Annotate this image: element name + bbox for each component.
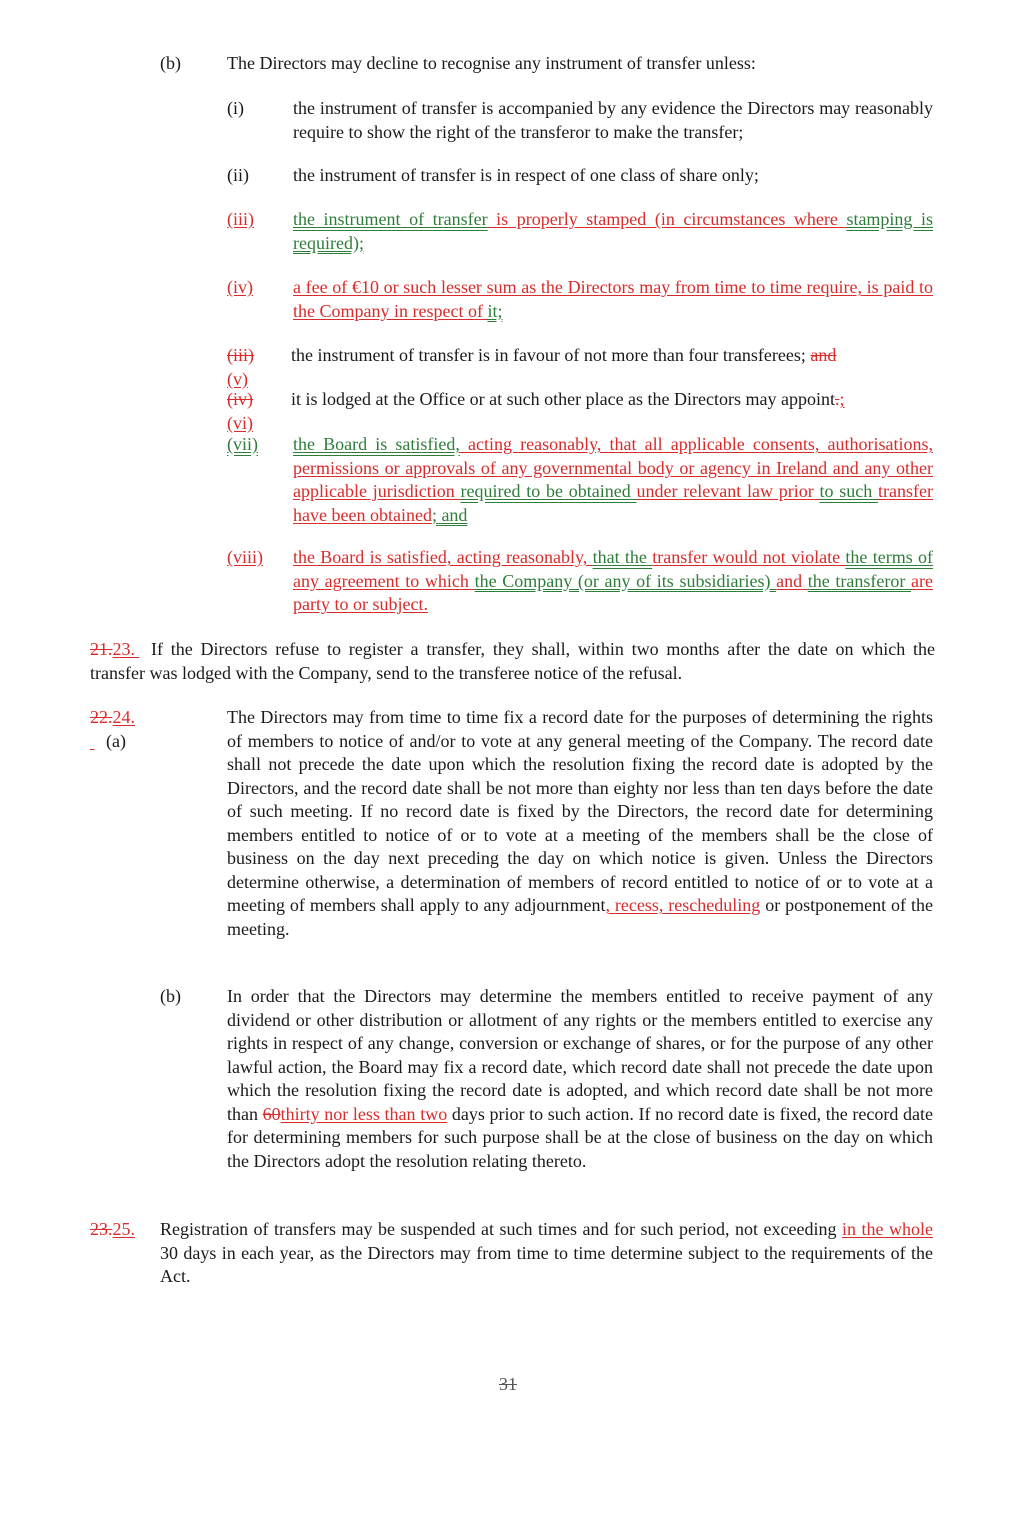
clause-label: (i)	[227, 98, 244, 118]
inserted-text: are party to or subject.	[293, 570, 934, 614]
clause-label	[227, 344, 254, 391]
deleted-text: 23.	[90, 1219, 113, 1239]
tab-gap	[135, 638, 151, 662]
clause-text	[293, 433, 933, 527]
clause-label: (iii)	[227, 209, 254, 229]
moved-text: the Board is satisfied,	[293, 434, 460, 454]
clause-label	[227, 388, 253, 435]
section-body: 30 days in each year, as the Directors may from time to time determine subject to the requirements of the Act.	[160, 1242, 933, 1286]
clause-label: (a)	[106, 730, 126, 751]
clause-body: days prior to such action. If no record date is fixed, the record date for determining members for such purpose shall be at the close of business on the day on which the Directors adopt the resolution relating thereto.	[227, 1103, 934, 1171]
tab-gap	[90, 730, 106, 754]
clause-text	[293, 546, 933, 617]
section-number	[90, 1218, 135, 1242]
deleted-text: .	[835, 389, 840, 409]
inserted-text: in the whole	[841, 1219, 933, 1239]
clause-b-text	[227, 985, 933, 1173]
deleted-text: 21.	[90, 639, 113, 659]
section-text	[160, 1218, 933, 1289]
deleted-text: 60	[262, 1103, 281, 1124]
inserted-text: thirty nor less than two	[280, 1103, 448, 1124]
clause-text	[291, 388, 941, 412]
deleted-text: and	[810, 345, 837, 365]
clause-label: (viii)	[227, 547, 263, 567]
inserted-text: any agreement to which	[293, 570, 475, 591]
clause-text	[293, 208, 933, 255]
inserted-text: 23.	[112, 639, 135, 659]
inserted-text: transfer have been obtained	[293, 481, 933, 525]
inserted-text: and	[776, 570, 808, 591]
clause-label: (b)	[160, 53, 181, 73]
inserted-text: 24.	[112, 707, 135, 727]
clause-label: (vii)	[227, 434, 258, 454]
clause-text	[293, 276, 933, 323]
clause-text	[291, 344, 941, 368]
inserted-text: (v)	[227, 368, 248, 389]
section-number	[90, 706, 135, 753]
moved-text: required to be obtained	[460, 481, 637, 501]
clause-body: In order that the Directors may determine the members entitled to receive payment of any dividend or other distribution or allotment of any rights or the members entitled to exercise any rights in respect of any change, conversion or exchange of shares, or for the purpose of any other lawful action, the Board may fix a record date, which record date shall not precede the date upon which the resolution fixing the record date is adopted, and which record date shall be not more than	[227, 986, 933, 1124]
deleted-text: (iii)	[227, 345, 254, 365]
section-body: Registration of transfers may be suspended at such times and for such period, not exceeding	[160, 1219, 842, 1239]
inserted-text: ;	[839, 389, 845, 409]
moved-text: the instrument of transfer	[293, 209, 488, 229]
moved-text: stamping is required);	[293, 209, 933, 253]
clause-label: (b)	[160, 986, 181, 1006]
clause-text: the instrument of transfer is accompanied by any evidence the Directors may reasonably require to show the right of the transferor to make the transfer;	[293, 98, 933, 142]
section-body: If the Directors refuse to register a transfer, they shall, within two months after the date on which the transfer was lodged with the Company, send to the transferee notice of the refusal.	[90, 639, 935, 683]
deleted-text: 22.	[90, 707, 113, 727]
clause-text: The Directors may decline to recognise any instrument of transfer unless:	[227, 53, 756, 73]
clause-a-text	[227, 706, 933, 941]
inserted-text: (vi)	[227, 412, 253, 433]
section-23	[90, 638, 935, 685]
section-text	[90, 638, 935, 685]
clause-body: the instrument of transfer is in favour of not more than four transferees;	[291, 345, 811, 365]
deleted-text: 31	[499, 1374, 517, 1394]
page-number	[0, 1373, 1016, 1397]
moved-text: to such	[819, 481, 879, 501]
inserted-text: a fee of €10 or such lesser sum as the Directors may from time to time require, is paid to the Company in respect of	[293, 277, 933, 321]
clause-label: (iv)	[227, 277, 253, 297]
inserted-text: the Board is satisfied, acting reasonably,	[293, 547, 593, 567]
clause-text: the instrument of transfer is in respect of one class of share only;	[293, 165, 759, 185]
moved-text: the terms of	[845, 547, 933, 567]
inserted-text: , recess, rescheduling	[605, 895, 761, 915]
clause-body: or postponement of the meeting.	[227, 895, 933, 939]
inserted-text: is properly stamped (in circumstances where	[487, 209, 847, 229]
inserted-text: 25.	[112, 1219, 135, 1239]
clause-body: The Directors may from time to time fix a record date for the purposes of determining the rights of members to notice of and/or to vote at any general meeting of the Company. The record date shall not precede the date upon which the resolution fixing the record date is adopted by the Directors, and the record date shall be not more than eighty nor less than ten days before the date of such meeting. If no record date is fixed by the Directors, the record date for determining members entitled to notice of or to vote at a meeting of the members shall be the close of business on the day next preceding the day on which notice is given. Unless the Directors determine otherwise, a determination of members of record entitled to notice of or to vote at a meeting of members shall apply to any adjournment	[227, 707, 933, 915]
deleted-text: (iv)	[227, 389, 253, 409]
inserted-text: under relevant law prior	[636, 481, 820, 501]
inserted-text: transfer would not violate	[652, 547, 846, 567]
moved-text: ; and	[431, 504, 468, 525]
clause-label: (ii)	[227, 165, 249, 185]
moved-text: it;	[487, 300, 503, 321]
moved-text: the Company (or any of its subsidiaries)	[474, 570, 777, 591]
inserted-text: acting reasonably, that all applicable consents, authorisations, permissions or approvals of any governmental body or agency in Ireland and any other applicable jurisdiction	[293, 434, 933, 501]
clause-body: it is lodged at the Office or at such other place as the Directors may appoint	[291, 389, 835, 409]
moved-text: the transferor	[807, 570, 912, 591]
moved-text: that the	[592, 547, 653, 567]
